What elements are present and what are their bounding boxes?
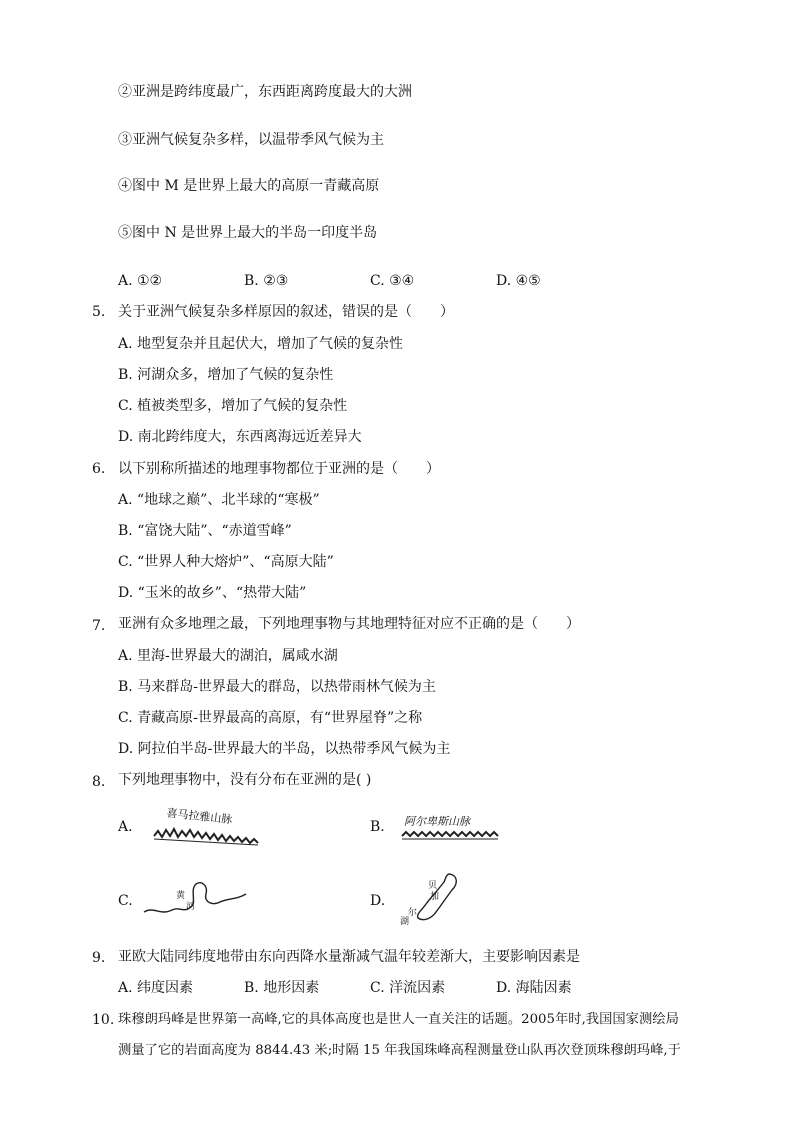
q7-option-b[interactable]: B. 马来群岛-世界最大的群岛，以热带雨林气候为主 [118,679,436,695]
q5-number: 5. [92,304,106,320]
himalaya-mountain-image [150,806,270,846]
q8-number: 8. [92,774,106,790]
baikal-label-1: 贝 [428,881,438,891]
statement-3: ③亚洲气候复杂多样，以温带季风气候为主 [118,132,384,148]
q8-stem: 下列地理事物中，没有分布在亚洲的是( ) [118,772,372,788]
q9-option-d[interactable]: D. 海陆因素 [496,980,572,996]
q7-option-c[interactable]: C. 青藏高原-世界最高的高原，有“世界屋脊”之称 [118,710,423,726]
q4-option-a[interactable]: A. ①② [118,273,163,289]
q6-stem: 以下别称所描述的地理事物都位于亚洲的是（ ） [118,461,440,477]
yellow-river-label-1: 黄 [176,891,186,901]
q6-option-b[interactable]: B. “富饶大陆”、“赤道雪峰” [118,523,292,539]
yellow-river-image [140,876,250,920]
q5-option-b[interactable]: B. 河湖众多，增加了气候的复杂性 [118,367,334,383]
himalaya-label: 喜马拉雅山脉 [165,806,233,827]
statement-2: ②亚洲是跨纬度最广，东西距离跨度最大的大洲 [118,84,412,100]
q8-option-b[interactable]: B. [370,819,385,835]
q7-stem: 亚洲有众多地理之最，下列地理事物与其地理特征对应不正确的是（ ） [118,616,580,632]
statement-5: ⑤图中 N 是世界上最大的半岛一印度半岛 [118,225,378,241]
q8-option-d[interactable]: D. [370,893,386,909]
q9-option-a[interactable]: A. 纬度因素 [118,980,194,996]
q9-option-b[interactable]: B. 地形因素 [244,980,320,996]
q9-number: 9. [92,950,106,966]
q7-number: 7. [92,618,106,634]
baikal-label-3: 尔 [408,908,418,918]
alps-mountain-image [398,812,502,842]
q8-option-a[interactable]: A. [118,819,133,835]
q7-option-a[interactable]: A. 里海-世界最大的湖泊，属咸水湖 [118,648,338,664]
yellow-river-label-2: 河 [186,902,196,912]
q4-option-b[interactable]: B. ②③ [244,273,289,289]
baikal-label-2: 加 [430,892,440,902]
q5-option-d[interactable]: D. 南北跨纬度大，东西离海远近差异大 [118,429,362,445]
q6-option-d[interactable]: D. “玉米的故乡”、“热带大陆” [118,585,307,601]
baikal-label-4: 湖 [400,917,410,926]
q5-option-c[interactable]: C. 植被类型多，增加了气候的复杂性 [118,398,348,414]
q7-option-d[interactable]: D. 阿拉伯半岛-世界最大的半岛，以热带季风气候为主 [118,741,451,757]
q6-option-c[interactable]: C. “世界人种大熔炉”、“高原大陆” [118,554,334,570]
q6-number: 6. [92,461,106,477]
alps-label: 阿尔卑斯山脉 [404,815,470,828]
q4-option-c[interactable]: C. ③④ [370,273,415,289]
q10-number: 10. [92,1012,115,1028]
q9-option-c[interactable]: C. 洋流因素 [370,980,446,996]
q5-option-a[interactable]: A. 地型复杂并且起伏大，增加了气候的复杂性 [118,336,404,352]
q8-option-c[interactable]: C. [118,893,133,909]
q4-option-d[interactable]: D. ④⑤ [496,273,541,289]
statement-4: ④图中 M 是世界上最大的高原一青藏高原 [118,178,380,194]
q10-line-2: 测量了它的岩面高度为 8844.43 米;时隔 15 年我国珠峰高程测量登山队再次登顶珠穆朗玛峰,于 [118,1043,681,1058]
q5-stem: 关于亚洲气候复杂多样原因的叙述，错误的是（ ） [118,304,454,320]
q9-stem: 亚欧大陆同纬度地带由东向西降水量渐减气温年较差渐大，主要影响因素是 [118,949,580,965]
lake-baikal-image [392,868,472,926]
q6-option-a[interactable]: A. “地球之巅”、北半球的“寒极” [118,492,320,508]
q10-line-1: 珠穆朗玛峰是世界第一高峰,它的具体高度也是世人一直关注的话题。2005年时,我国国家测绘局 [118,1012,679,1027]
